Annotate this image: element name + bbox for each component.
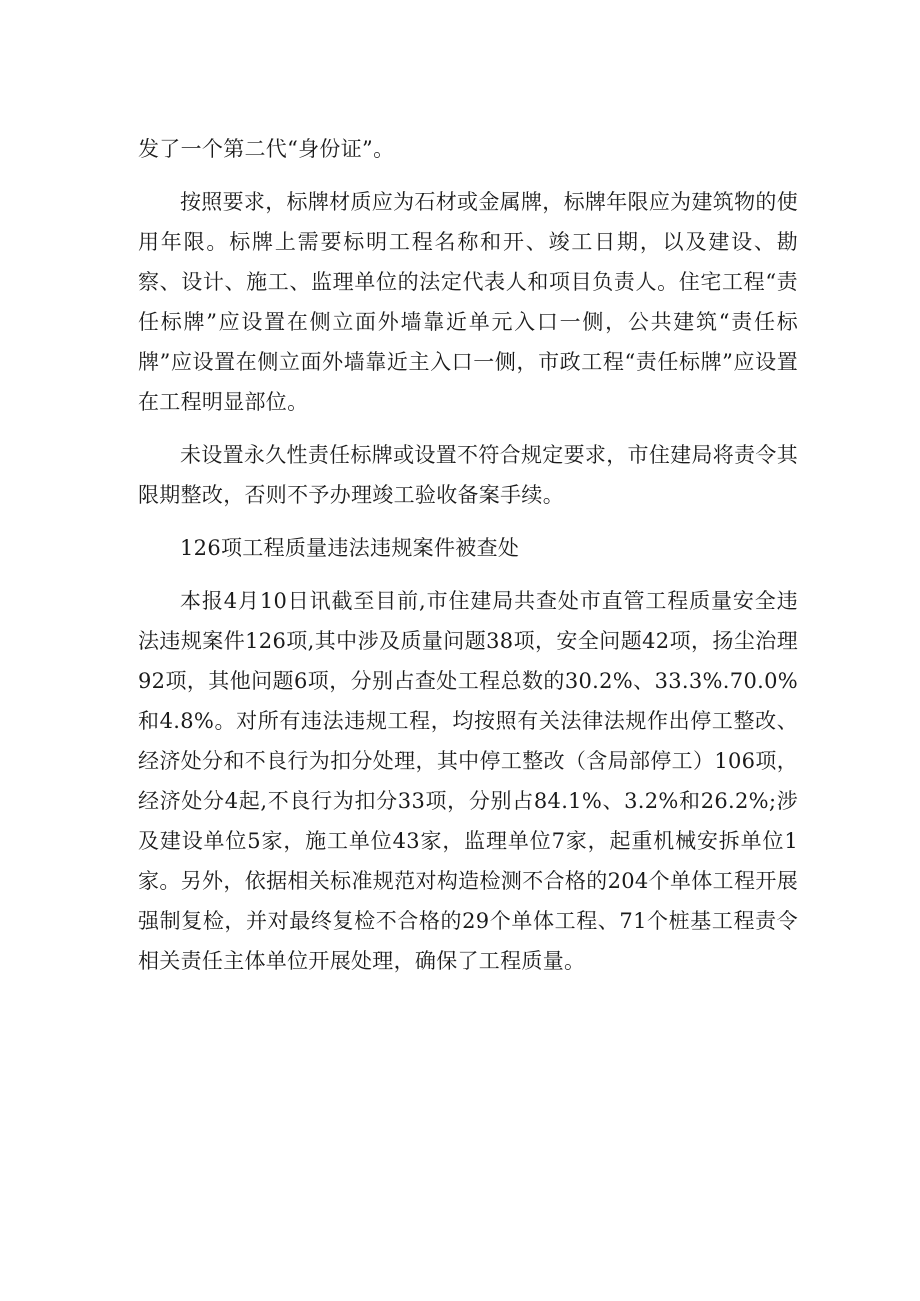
section-heading: 126项工程质量违法违规案件被查处 xyxy=(180,536,520,560)
document-body xyxy=(138,129,798,994)
paragraph-continuation: 发了一个第二代“身份证”。 xyxy=(138,137,395,161)
paragraph-sign-requirements: 按照要求，标牌材质应为石材或金属牌，标牌年限应为建筑物的使用年限。标牌上需要标明工程名称和开、竣工日期，以及建设、勘察、设计、施工、监理单位的法定代表人和项目负责人。住宅工程“责任标牌”应设置在侧立面外墙靠近单元入口一侧，公共建筑“责任标牌”应设置在侧立面外墙靠近主入口一侧，市政工程“责任标牌”应设置在工程明显部位。 xyxy=(138,190,798,414)
paragraph-penalty: 未设置永久性责任标牌或设置不符合规定要求，市住建局将责令其限期整改，否则不予办理竣工验收备案手续。 xyxy=(138,443,798,507)
paragraph-report: 本报4月10日讯截至目前,市住建局共查处市直管工程质量安全违法违规案件126项,其中涉及质量问题38项，安全问题42项，扬尘治理92项，其他问题6项，分别占查处工程总数的30.2%、33.3%.70.0%和4.8%。对所有违法违规工程，均按照有关法律法规作出停工整改、经济处分和不良行为扣分处理，其中停工整改（含局部停工）106项，经济处分4起,不良行为扣分33项，分别占84.1%、3.2%和26.2%;涉及建设单位5家，施工单位43家，监理单位7家，起重机械安拆单位1家。另外，依据相关标准规范对构造检测不合格的204个单体工程开展强制复检，并对最终复检不合格的29个单体工程、71个桩基工程责令相关责任主体单位开展处理，确保了工程质量。 xyxy=(138,589,798,973)
